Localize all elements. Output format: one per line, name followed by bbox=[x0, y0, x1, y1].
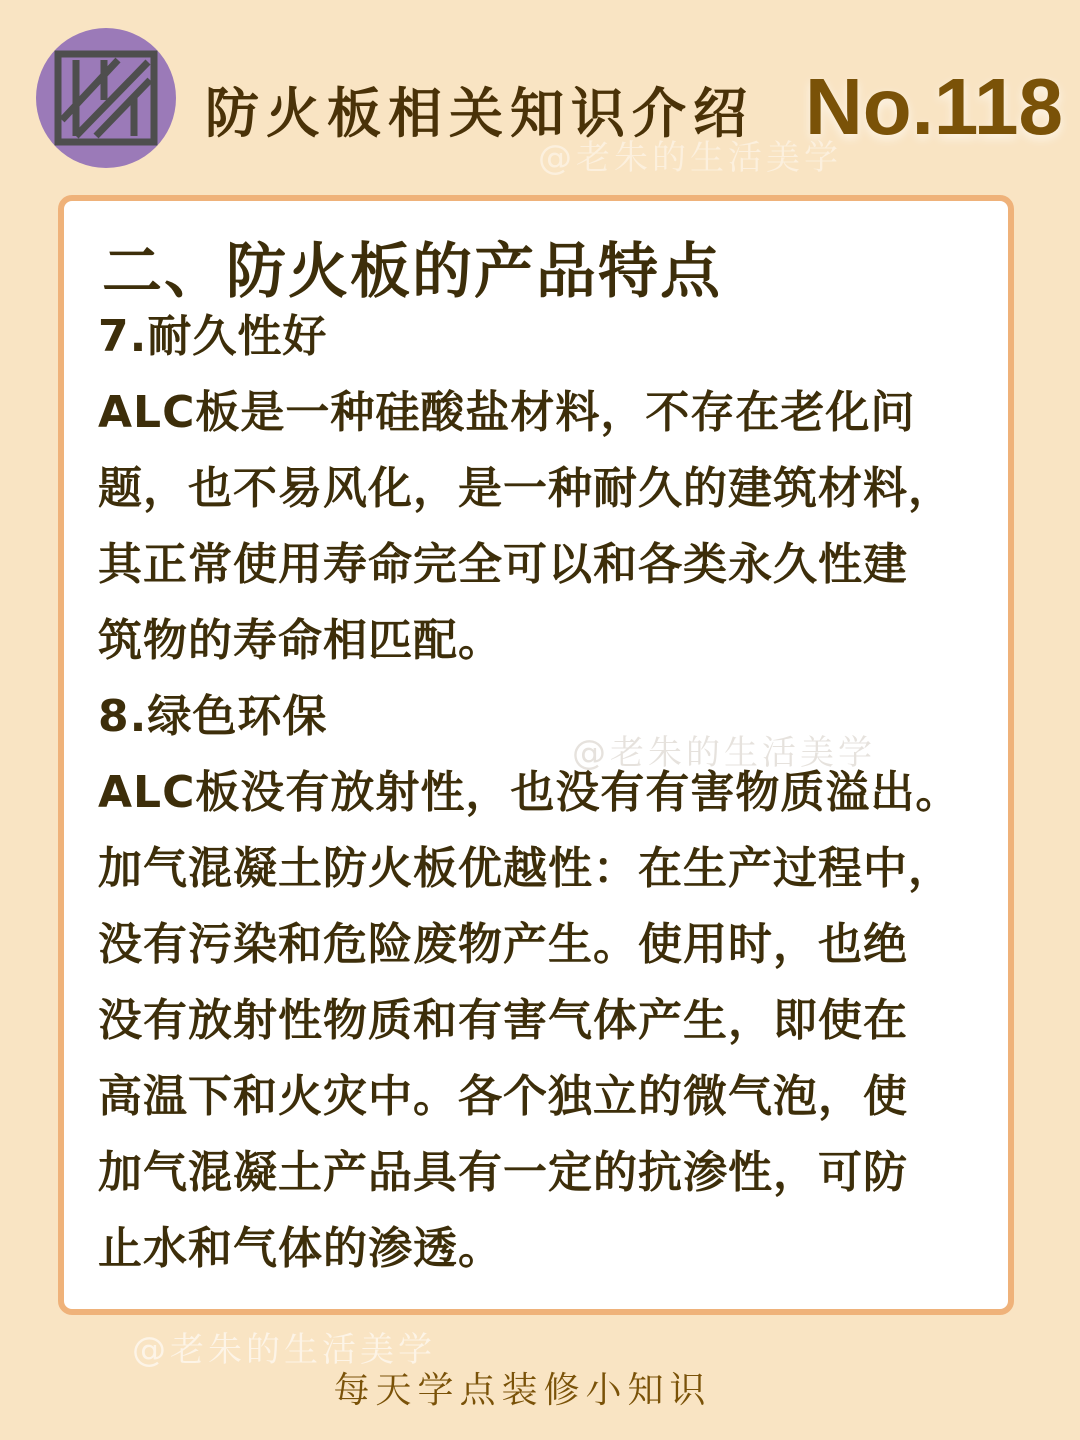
text-line: 没有污染和危险废物产生。使用时，也绝 bbox=[98, 919, 908, 970]
footer-tagline: 每天学点装修小知识 bbox=[333, 1370, 712, 1411]
text-line: 没有放射性物质和有害气体产生，即使在 bbox=[98, 995, 908, 1046]
watermark: @老朱的生活美学 bbox=[572, 733, 876, 773]
watermark: @老朱的生活美学 bbox=[538, 138, 842, 178]
text-line: 高温下和火灾中。各个独立的微气泡，使 bbox=[98, 1071, 908, 1122]
subheading-durability: 7.耐久性好 bbox=[98, 311, 328, 362]
text-line: 加气混凝土产品具有一定的抗渗性，可防 bbox=[98, 1147, 908, 1198]
text-line: 加气混凝土防火板优越性：在生产过程中， bbox=[98, 843, 953, 894]
subheading-eco-friendly: 8.绿色环保 bbox=[98, 691, 328, 742]
page-title: 防火板相关知识介绍 bbox=[205, 82, 754, 145]
text-line: ALC板是一种硅酸盐材料，不存在老化问 bbox=[98, 387, 916, 438]
issue-number: No.118 bbox=[805, 62, 1063, 151]
body-text bbox=[98, 299, 1038, 1287]
section-heading: 二、防火板的产品特点 bbox=[102, 237, 722, 307]
text-line: ALC板没有放射性，也没有有害物质溢出。 bbox=[98, 767, 961, 818]
fire-board-logo-icon bbox=[54, 50, 158, 146]
text-line: 止水和气体的渗透。 bbox=[98, 1223, 503, 1274]
watermark: @老朱的生活美学 bbox=[132, 1330, 436, 1370]
text-line: 题，也不易风化，是一种耐久的建筑材料， bbox=[98, 463, 953, 514]
content-card bbox=[58, 195, 1014, 1315]
text-line: 筑物的寿命相匹配。 bbox=[98, 615, 503, 666]
logo bbox=[36, 28, 176, 168]
text-line: 其正常使用寿命完全可以和各类永久性建 bbox=[98, 539, 908, 590]
